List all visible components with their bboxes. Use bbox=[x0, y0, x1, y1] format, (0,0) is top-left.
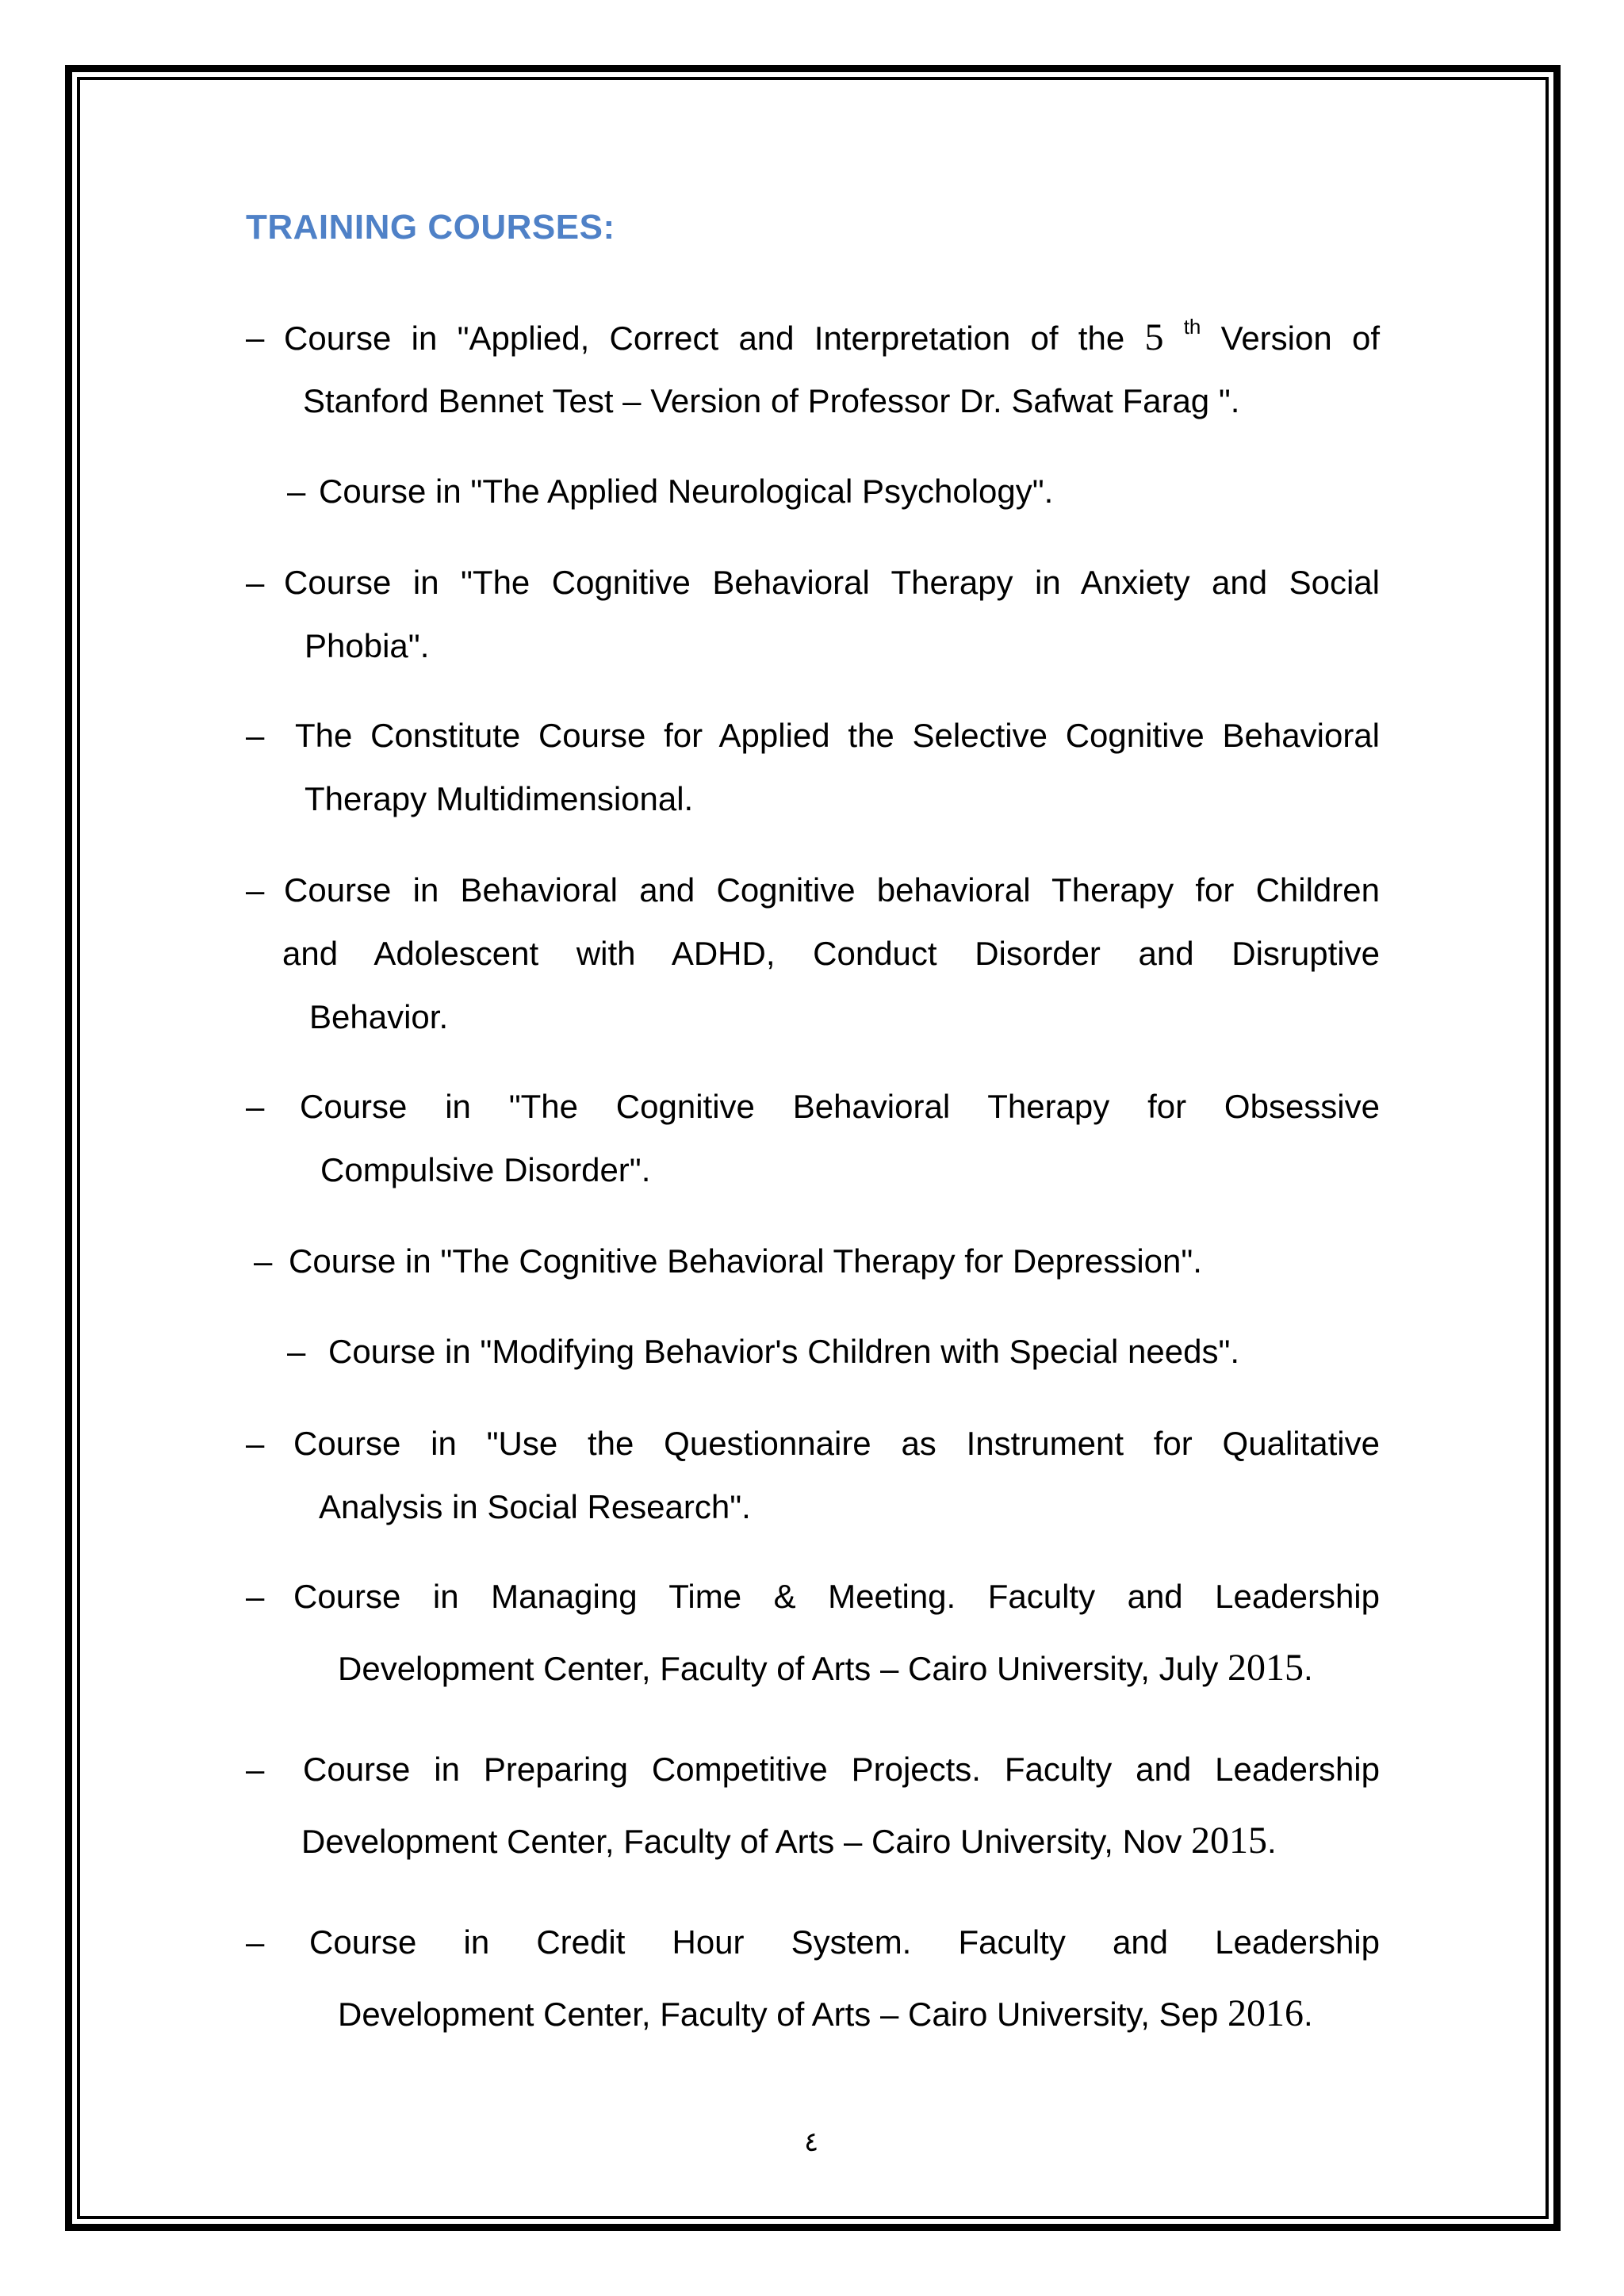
course-line: Phobia". bbox=[304, 627, 430, 664]
course-line: Behavior. bbox=[309, 998, 449, 1035]
course-line: Course in "Applied, Correct and Interpretation of the 5 $^{th}$ Version of bbox=[284, 315, 1380, 358]
page-number: ٤ bbox=[804, 2126, 819, 2158]
course-line: Development Center, Faculty of Arts – Cairo University, Nov 2015. bbox=[301, 1820, 1277, 1862]
section-heading: TRAINING COURSES: bbox=[246, 208, 615, 247]
list-dash: – bbox=[246, 1425, 265, 1462]
list-dash: – bbox=[254, 1242, 273, 1280]
course-line: Therapy Multidimensional. bbox=[304, 780, 694, 817]
course-line: Course in "The Applied Neurological Psychology". bbox=[319, 473, 1054, 510]
list-dash: – bbox=[246, 1578, 265, 1615]
course-line: Course in "The Cognitive Behavioral Therapy for Obsessive bbox=[300, 1088, 1380, 1125]
course-line: Course in Managing Time & Meeting. Faculty and Leadership bbox=[293, 1578, 1380, 1615]
course-line: Course in Behavioral and Cognitive behavioral Therapy for Children bbox=[284, 871, 1380, 909]
list-dash: – bbox=[246, 1751, 265, 1788]
course-line: and Adolescent with ADHD, Conduct Disorder and Disruptive bbox=[282, 935, 1380, 972]
list-dash: – bbox=[246, 319, 265, 356]
course-line: Development Center, Faculty of Arts – Cairo University, July 2015. bbox=[338, 1647, 1313, 1689]
list-dash: – bbox=[246, 717, 265, 754]
list-dash: – bbox=[287, 473, 306, 510]
course-line: Stanford Bennet Test – Version of Professor Dr. Safwat Farag ". bbox=[303, 382, 1240, 419]
list-dash: – bbox=[287, 1333, 306, 1370]
course-line: The Constitute Course for Applied the Selective Cognitive Behavioral bbox=[295, 717, 1380, 754]
course-line: Course in "Use the Questionnaire as Instrument for Qualitative bbox=[293, 1425, 1380, 1462]
list-dash: – bbox=[246, 871, 265, 909]
course-line: Development Center, Faculty of Arts – Cairo University, Sep 2016. bbox=[338, 1992, 1313, 2034]
list-dash: – bbox=[246, 564, 265, 601]
course-line: Course in Preparing Competitive Projects. Faculty and Leadership bbox=[303, 1751, 1380, 1788]
course-line: Course in "Modifying Behavior's Children with Special needs". bbox=[328, 1333, 1240, 1370]
course-line: Compulsive Disorder". bbox=[320, 1151, 651, 1188]
course-line: Course in "The Cognitive Behavioral Therapy for Depression". bbox=[289, 1242, 1202, 1280]
course-line: Analysis in Social Research". bbox=[319, 1488, 751, 1525]
list-dash: – bbox=[246, 1088, 265, 1125]
course-line: Course in Credit Hour System. Faculty and Leadership bbox=[309, 1923, 1380, 1961]
list-dash: – bbox=[246, 1923, 265, 1961]
course-line: Course in "The Cognitive Behavioral Therapy in Anxiety and Social bbox=[284, 564, 1380, 601]
